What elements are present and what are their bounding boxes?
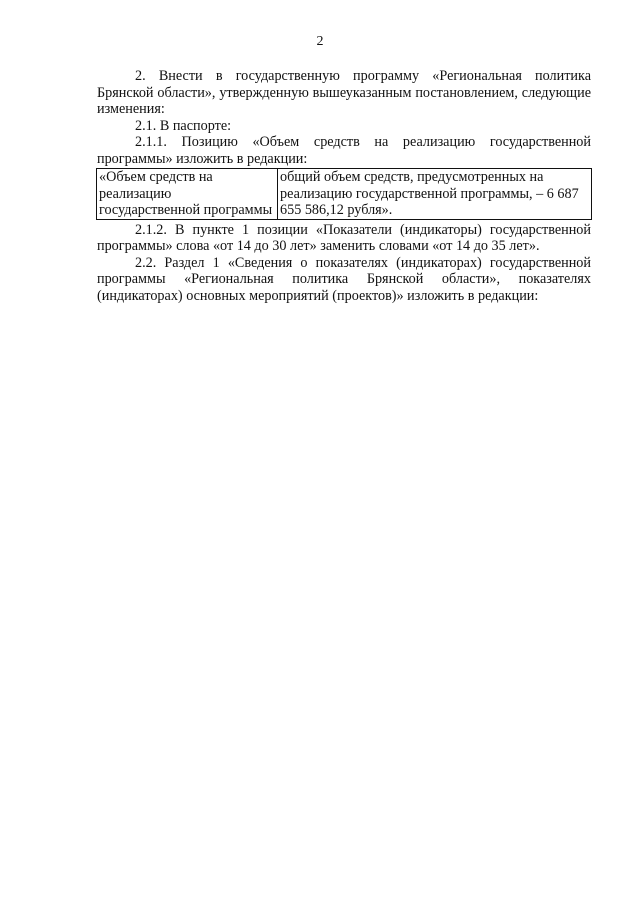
page-number: 2	[316, 34, 324, 49]
document-body	[97, 68, 591, 304]
paragraph-item-2-2: 2.2. Раздел 1 «Сведения о показателях (индикаторах) государственной программы «Региональная политика Брянской области», показателях (индикаторах) основных мероприятий (проектов)» изложить в редакции:	[97, 254, 591, 304]
passport-position-table	[96, 168, 592, 220]
paragraph-item-2-1: 2.1. В паспорте:	[135, 117, 232, 134]
table-row	[97, 169, 592, 220]
paragraph-item-2-1-2: 2.1.2. В пункте 1 позиции «Показатели (индикаторы) государственной программы» слова «от 14 до 30 лет» заменить словами «от 14 до 35 лет».	[97, 221, 591, 254]
table-cell-position-value: общий объем средств, предусмотренных на реализацию государственной программы, – 6 687 655 586,12 рубля».	[278, 169, 592, 220]
paragraph-item-2-1-1: 2.1.1. Позицию «Объем средств на реализацию государственной программы» изложить в редакции:	[97, 134, 591, 167]
table-cell-position-name: «Объем средств на реализацию государственной программы	[97, 169, 278, 220]
paragraph-item-2: 2. Внести в государственную программу «Региональная политика Брянской области», утвержденную вышеуказанным постановлением, следующие изменения:	[97, 68, 591, 117]
